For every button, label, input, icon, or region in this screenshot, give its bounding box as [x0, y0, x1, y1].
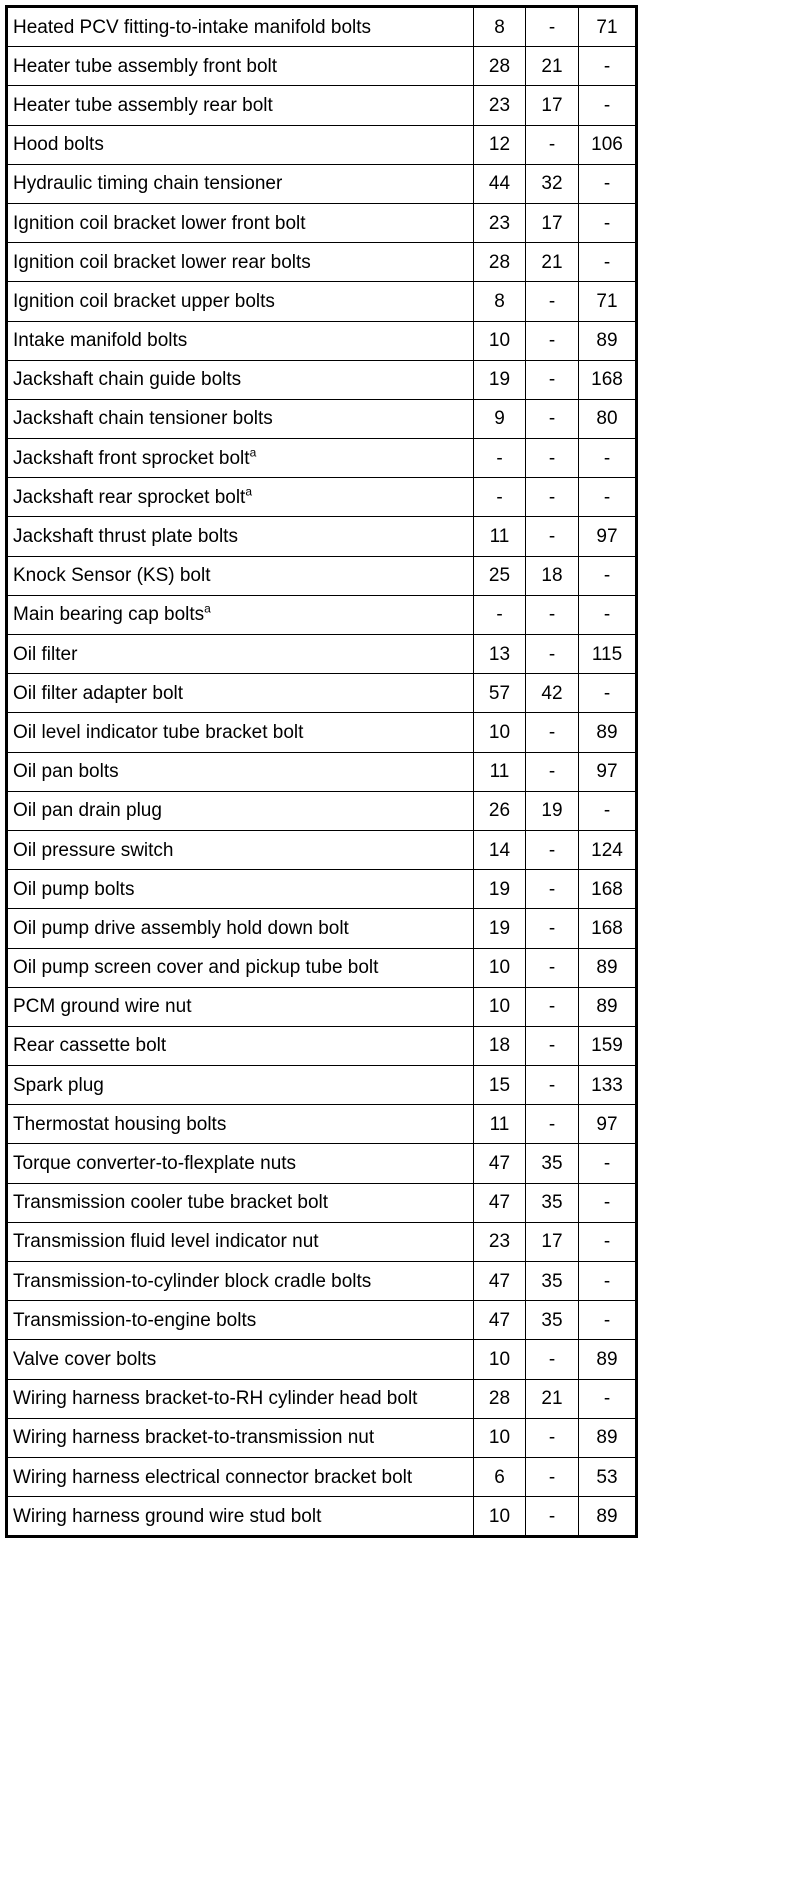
table-row [7, 321, 637, 360]
fastener-name-cell [7, 478, 474, 517]
lb-ft-cell: - [526, 7, 579, 47]
table-row [7, 830, 637, 869]
fastener-name: Oil pan drain plug [13, 800, 162, 822]
lb-ft-cell: 35 [526, 1262, 579, 1301]
fastener-name: Thermostat housing bolts [13, 1113, 227, 1135]
fastener-name-cell [7, 47, 474, 86]
fastener-name-cell [7, 1301, 474, 1340]
table-row [7, 595, 637, 634]
metric-nm-cell: 47 [474, 1183, 526, 1222]
metric-nm-cell: 10 [474, 1418, 526, 1457]
fastener-name-cell [7, 791, 474, 830]
lb-ft-cell: 32 [526, 164, 579, 203]
fastener-name: Oil filter [13, 643, 78, 665]
lb-in-cell: 133 [579, 1066, 637, 1105]
table-row [7, 1026, 637, 1065]
table-row [7, 517, 637, 556]
table-row [7, 47, 637, 86]
fastener-name-cell [7, 713, 474, 752]
fastener-name-cell [7, 556, 474, 595]
fastener-name: Jackshaft chain tensioner bolts [13, 408, 273, 430]
fastener-name: Ignition coil bracket lower rear bolts [13, 251, 311, 273]
lb-in-cell: 106 [579, 125, 637, 164]
table-row [7, 909, 637, 948]
table-row [7, 1379, 637, 1418]
lb-in-cell: - [579, 595, 637, 634]
table-row [7, 203, 637, 242]
lb-ft-cell: - [526, 439, 579, 478]
metric-nm-cell: 11 [474, 752, 526, 791]
fastener-name-cell [7, 1222, 474, 1261]
lb-ft-cell: - [526, 1105, 579, 1144]
metric-nm-cell: 11 [474, 1105, 526, 1144]
table-row [7, 1183, 637, 1222]
lb-ft-cell: 35 [526, 1144, 579, 1183]
lb-ft-cell: 21 [526, 1379, 579, 1418]
fastener-name: Wiring harness bracket-to-transmission nut [13, 1427, 375, 1449]
fastener-name-cell [7, 595, 474, 634]
fastener-name-cell [7, 1457, 474, 1496]
fastener-name-cell [7, 164, 474, 203]
table-row [7, 1262, 637, 1301]
lb-ft-cell: 35 [526, 1301, 579, 1340]
fastener-name: Transmission-to-engine bolts [13, 1309, 257, 1331]
lb-ft-cell: - [526, 595, 579, 634]
table-body [7, 7, 637, 1537]
fastener-name-cell [7, 243, 474, 282]
lb-ft-cell: 17 [526, 203, 579, 242]
lb-in-cell: - [579, 439, 637, 478]
lb-ft-cell: - [526, 713, 579, 752]
lb-ft-cell: - [526, 870, 579, 909]
fastener-name-cell [7, 1066, 474, 1105]
fastener-name-cell [7, 86, 474, 125]
lb-ft-cell: 17 [526, 86, 579, 125]
lb-in-cell: 168 [579, 909, 637, 948]
fastener-name-cell [7, 1340, 474, 1379]
lb-in-cell: - [579, 1222, 637, 1261]
lb-ft-cell: - [526, 1340, 579, 1379]
fastener-name-cell [7, 987, 474, 1026]
lb-in-cell: - [579, 674, 637, 713]
metric-nm-cell: 13 [474, 635, 526, 674]
lb-ft-cell: - [526, 1026, 579, 1065]
fastener-name: Oil pump drive assembly hold down bolt [13, 917, 349, 939]
lb-in-cell: 124 [579, 830, 637, 869]
fastener-name: Intake manifold bolts [13, 330, 188, 352]
fastener-name-cell [7, 282, 474, 321]
lb-in-cell: 115 [579, 635, 637, 674]
lb-ft-cell: - [526, 478, 579, 517]
fastener-name: Oil pressure switch [13, 839, 174, 861]
lb-ft-cell: - [526, 635, 579, 674]
lb-ft-cell: - [526, 321, 579, 360]
metric-nm-cell: 25 [474, 556, 526, 595]
metric-nm-cell: 23 [474, 86, 526, 125]
fastener-name-cell [7, 1497, 474, 1537]
lb-ft-cell: - [526, 987, 579, 1026]
lb-in-cell: - [579, 86, 637, 125]
metric-nm-cell: 23 [474, 1222, 526, 1261]
lb-ft-cell: - [526, 360, 579, 399]
lb-in-cell: 89 [579, 1340, 637, 1379]
fastener-name: Wiring harness ground wire stud bolt [13, 1505, 322, 1527]
fastener-name: Oil pump bolts [13, 878, 135, 900]
lb-in-cell: 97 [579, 1105, 637, 1144]
table-row [7, 713, 637, 752]
metric-nm-cell: 9 [474, 399, 526, 438]
fastener-name: Rear cassette bolt [13, 1035, 167, 1057]
table-row [7, 439, 637, 478]
fastener-name: Heated PCV fitting-to-intake manifold bolts [13, 16, 372, 38]
lb-ft-cell: - [526, 282, 579, 321]
table-row [7, 1340, 637, 1379]
table-row [7, 478, 637, 517]
fastener-name-cell [7, 870, 474, 909]
table-row [7, 556, 637, 595]
lb-in-cell: - [579, 556, 637, 595]
table-row [7, 7, 637, 47]
fastener-name: Jackshaft rear sprocket bolt [13, 486, 246, 508]
metric-nm-cell: 57 [474, 674, 526, 713]
fastener-name: Hydraulic timing chain tensioner [13, 173, 283, 195]
table-row [7, 752, 637, 791]
lb-in-cell: 89 [579, 948, 637, 987]
fastener-name: Oil pan bolts [13, 761, 119, 783]
metric-nm-cell: 28 [474, 1379, 526, 1418]
lb-in-cell: - [579, 243, 637, 282]
metric-nm-cell: - [474, 478, 526, 517]
table-row [7, 1301, 637, 1340]
lb-in-cell: - [579, 1301, 637, 1340]
metric-nm-cell: 15 [474, 1066, 526, 1105]
torque-specifications-table [5, 5, 638, 1538]
lb-ft-cell: - [526, 1457, 579, 1496]
table-row [7, 1222, 637, 1261]
fastener-name-cell [7, 674, 474, 713]
footnote-marker: a [249, 445, 257, 460]
fastener-name: Wiring harness electrical connector bracket bolt [13, 1466, 413, 1488]
table-row [7, 360, 637, 399]
fastener-name: Oil filter adapter bolt [13, 682, 184, 704]
lb-in-cell: 89 [579, 713, 637, 752]
table-row [7, 987, 637, 1026]
lb-ft-cell: - [526, 1418, 579, 1457]
lb-in-cell: 89 [579, 1418, 637, 1457]
lb-ft-cell: 42 [526, 674, 579, 713]
fastener-name: Main bearing cap bolts [13, 604, 205, 626]
fastener-name-cell [7, 203, 474, 242]
lb-in-cell: 89 [579, 987, 637, 1026]
fastener-name: Jackshaft thrust plate bolts [13, 526, 238, 548]
lb-in-cell: - [579, 1144, 637, 1183]
metric-nm-cell: 10 [474, 987, 526, 1026]
table-row [7, 1418, 637, 1457]
lb-ft-cell: - [526, 752, 579, 791]
lb-ft-cell: 19 [526, 791, 579, 830]
lb-ft-cell: 21 [526, 243, 579, 282]
metric-nm-cell: 28 [474, 243, 526, 282]
lb-in-cell: - [579, 1379, 637, 1418]
table-row [7, 1144, 637, 1183]
metric-nm-cell: 8 [474, 282, 526, 321]
metric-nm-cell: 10 [474, 1340, 526, 1379]
fastener-name: Oil pump screen cover and pickup tube bolt [13, 957, 379, 979]
fastener-name: Heater tube assembly rear bolt [13, 94, 273, 116]
fastener-name-cell [7, 1144, 474, 1183]
lb-in-cell: 97 [579, 517, 637, 556]
lb-in-cell: 168 [579, 360, 637, 399]
table-row [7, 870, 637, 909]
fastener-name-cell [7, 439, 474, 478]
table-row [7, 674, 637, 713]
table-row [7, 86, 637, 125]
table-row [7, 948, 637, 987]
fastener-name: Ignition coil bracket lower front bolt [13, 212, 306, 234]
metric-nm-cell: 11 [474, 517, 526, 556]
metric-nm-cell: 19 [474, 360, 526, 399]
fastener-name: Wiring harness bracket-to-RH cylinder head bolt [13, 1388, 418, 1410]
lb-in-cell: 89 [579, 321, 637, 360]
metric-nm-cell: 10 [474, 321, 526, 360]
lb-ft-cell: - [526, 1497, 579, 1537]
metric-nm-cell: 19 [474, 870, 526, 909]
lb-in-cell: - [579, 791, 637, 830]
metric-nm-cell: 10 [474, 1497, 526, 1537]
table-row [7, 282, 637, 321]
table-row [7, 399, 637, 438]
lb-in-cell: - [579, 1262, 637, 1301]
table-row [7, 791, 637, 830]
fastener-name: Knock Sensor (KS) bolt [13, 565, 211, 587]
lb-in-cell: 97 [579, 752, 637, 791]
lb-ft-cell: 35 [526, 1183, 579, 1222]
fastener-name: Ignition coil bracket upper bolts [13, 290, 275, 312]
metric-nm-cell: 10 [474, 948, 526, 987]
table-row [7, 1066, 637, 1105]
fastener-name: Transmission fluid level indicator nut [13, 1231, 319, 1253]
table-row [7, 1497, 637, 1537]
fastener-name-cell [7, 399, 474, 438]
lb-in-cell: 80 [579, 399, 637, 438]
table-row [7, 164, 637, 203]
fastener-name: Spark plug [13, 1074, 104, 1096]
metric-nm-cell: 47 [474, 1262, 526, 1301]
fastener-name-cell [7, 321, 474, 360]
fastener-name: Hood bolts [13, 134, 104, 156]
fastener-name-cell [7, 1418, 474, 1457]
lb-ft-cell: - [526, 1066, 579, 1105]
lb-in-cell: - [579, 164, 637, 203]
lb-in-cell: 89 [579, 1497, 637, 1537]
metric-nm-cell: 18 [474, 1026, 526, 1065]
metric-nm-cell: 14 [474, 830, 526, 869]
fastener-name: Jackshaft chain guide bolts [13, 369, 242, 391]
fastener-name-cell [7, 1183, 474, 1222]
fastener-name: Valve cover bolts [13, 1348, 157, 1370]
lb-in-cell: 168 [579, 870, 637, 909]
lb-ft-cell: 21 [526, 47, 579, 86]
lb-in-cell: 71 [579, 7, 637, 47]
fastener-name: Torque converter-to-flexplate nuts [13, 1153, 297, 1175]
lb-in-cell: - [579, 47, 637, 86]
fastener-name-cell [7, 125, 474, 164]
lb-in-cell: - [579, 1183, 637, 1222]
metric-nm-cell: 8 [474, 7, 526, 47]
fastener-name-cell [7, 1105, 474, 1144]
lb-ft-cell: - [526, 948, 579, 987]
metric-nm-cell: 26 [474, 791, 526, 830]
fastener-name-cell [7, 1262, 474, 1301]
fastener-name-cell [7, 909, 474, 948]
fastener-name-cell [7, 830, 474, 869]
metric-nm-cell: 23 [474, 203, 526, 242]
fastener-name: Jackshaft front sprocket bolt [13, 447, 250, 469]
footnote-marker: a [204, 602, 211, 617]
fastener-name: Oil level indicator tube bracket bolt [13, 721, 304, 743]
lb-ft-cell: - [526, 909, 579, 948]
lb-ft-cell: - [526, 830, 579, 869]
table-row [7, 243, 637, 282]
metric-nm-cell: 10 [474, 713, 526, 752]
lb-in-cell: - [579, 478, 637, 517]
lb-ft-cell: - [526, 125, 579, 164]
metric-nm-cell: 19 [474, 909, 526, 948]
metric-nm-cell: 28 [474, 47, 526, 86]
fastener-name-cell [7, 360, 474, 399]
metric-nm-cell: 47 [474, 1301, 526, 1340]
fastener-name-cell [7, 1026, 474, 1065]
fastener-name-cell [7, 752, 474, 791]
lb-in-cell: 71 [579, 282, 637, 321]
lb-in-cell: - [579, 203, 637, 242]
lb-ft-cell: 18 [526, 556, 579, 595]
table-row [7, 125, 637, 164]
fastener-name-cell [7, 517, 474, 556]
fastener-name-cell [7, 1379, 474, 1418]
lb-ft-cell: - [526, 517, 579, 556]
lb-ft-cell: 17 [526, 1222, 579, 1261]
footnote-marker: a [245, 484, 253, 499]
fastener-name-cell [7, 7, 474, 47]
fastener-name: Transmission-to-cylinder block cradle bolts [13, 1270, 372, 1292]
fastener-name: Transmission cooler tube bracket bolt [13, 1192, 329, 1214]
fastener-name-cell [7, 948, 474, 987]
lb-in-cell: 53 [579, 1457, 637, 1496]
metric-nm-cell: 6 [474, 1457, 526, 1496]
metric-nm-cell: 44 [474, 164, 526, 203]
lb-ft-cell: - [526, 399, 579, 438]
table-row [7, 635, 637, 674]
fastener-name: Heater tube assembly front bolt [13, 55, 278, 77]
table-row [7, 1105, 637, 1144]
table-row [7, 1457, 637, 1496]
fastener-name: PCM ground wire nut [13, 996, 192, 1018]
metric-nm-cell: - [474, 439, 526, 478]
fastener-name-cell [7, 635, 474, 674]
metric-nm-cell: 12 [474, 125, 526, 164]
lb-in-cell: 159 [579, 1026, 637, 1065]
metric-nm-cell: 47 [474, 1144, 526, 1183]
metric-nm-cell: - [474, 595, 526, 634]
